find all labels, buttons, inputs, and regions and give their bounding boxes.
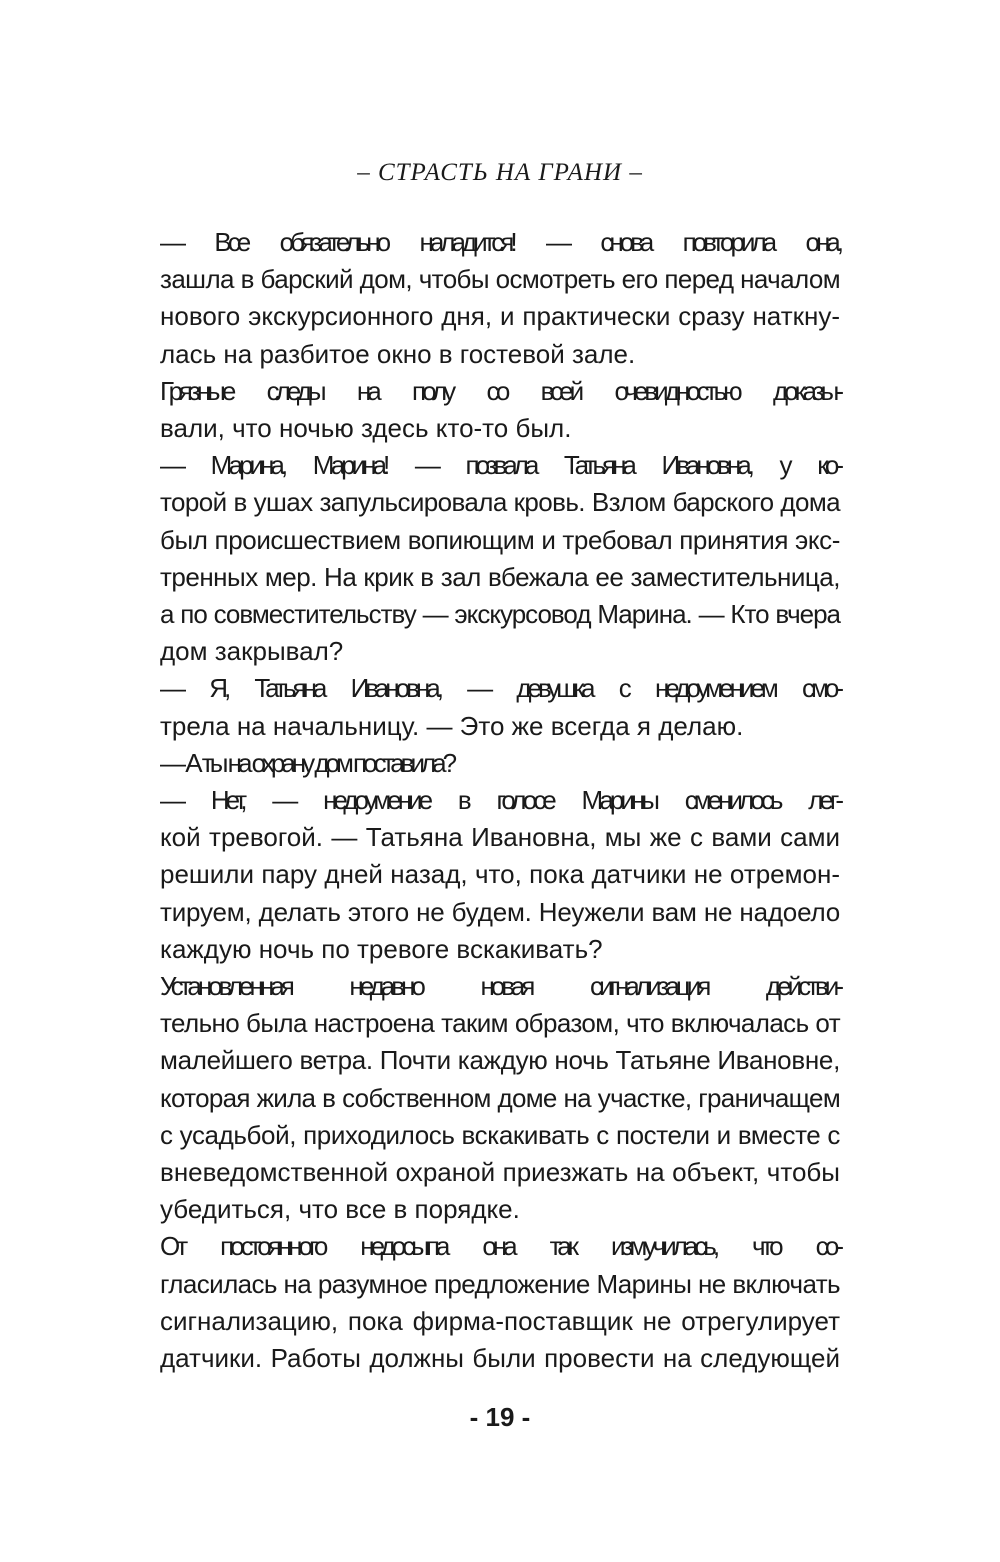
text-line: От постоянного недосыпа она так измучилась, что со- <box>160 1231 840 1262</box>
text-line: гласилась на разумное предложение Марины не включать <box>160 1268 840 1299</box>
text-line: тренных мер. На крик в зал вбежала ее заместительница, <box>160 561 840 592</box>
text-line: — Нет, — недоумение в голосе Марины сменилось лег- <box>160 785 840 816</box>
paragraph <box>118 447 840 670</box>
text-line: тируем, делать этого не будем. Неужели вам не надоело <box>160 896 840 927</box>
text-line: дом закрывал? <box>160 636 344 667</box>
text-line: был происшествием вопиющим и требовал принятия экс- <box>160 524 840 555</box>
paragraph <box>118 373 840 447</box>
text-line: — Все обязательно наладится! — снова повторила она, <box>160 227 840 257</box>
text-line: — Я, Татьяна Ивановна, — девушка с недоумением смо- <box>160 673 840 704</box>
body-text <box>118 224 840 1377</box>
text-line: — Марина, Марина! — позвала Татьяна Ивановна, у ко- <box>160 450 840 481</box>
text-line: Установленная недавно новая сигнализация действи- <box>160 971 840 1002</box>
text-line: вали, что ночью здесь кто-то был. <box>160 413 572 444</box>
text-line: малейшего ветра. Почти каждую ночь Татьяне Ивановне, <box>160 1045 840 1076</box>
running-head: – СТРАСТЬ НА ГРАНИ – <box>357 159 643 186</box>
text-line: трела на начальницу. — Это же всегда я делаю. <box>160 710 744 741</box>
text-line: убедиться, что все в порядке. <box>160 1194 520 1225</box>
text-line: а по совместительству — экскурсовод Марина. — Кто вчера <box>160 599 840 630</box>
text-line: тельно была настроена таким образом, что включалась от <box>160 1008 840 1039</box>
paragraph <box>118 224 840 373</box>
paragraph <box>118 670 840 744</box>
text-line: вневедомственной охраной приезжать на объект, чтобы <box>160 1157 840 1188</box>
text-line: Грязные следы на полу со всей очевидностью доказы- <box>160 375 840 406</box>
text-line: торой в ушах запульсировала кровь. Взлом барского дома <box>160 487 840 518</box>
text-line: с усадьбой, приходилось вскакивать с постели и вместе с <box>160 1119 840 1150</box>
text-line: датчики. Работы должны были провести на следующей <box>160 1343 840 1374</box>
paragraph <box>118 782 840 968</box>
text-line: сигнализацию, пока фирма-поставщик не отрегулирует <box>160 1305 840 1336</box>
text-line: нового экскурсионного дня, и практически сразу наткну- <box>160 301 840 332</box>
text-line: — А ты на охрану дом поставила? <box>160 747 454 778</box>
text-line: лась на разбитое окно в гостевой зале. <box>160 338 636 369</box>
paragraph <box>118 968 840 1228</box>
paragraph <box>118 745 840 782</box>
text-line: решили пару дней назад, что, пока датчики не отремон- <box>160 859 840 890</box>
paragraph <box>118 1228 840 1377</box>
text-line: зашла в барский дом, чтобы осмотреть его перед началом <box>160 264 840 295</box>
text-line: каждую ночь по тревоге вскакивать? <box>160 933 603 964</box>
text-line: которая жила в собственном доме на участке, граничащем <box>160 1082 840 1113</box>
page-number: - 19 - <box>469 1402 531 1432</box>
text-line: кой тревогой. — Татьяна Ивановна, мы же с вами сами <box>160 822 840 853</box>
